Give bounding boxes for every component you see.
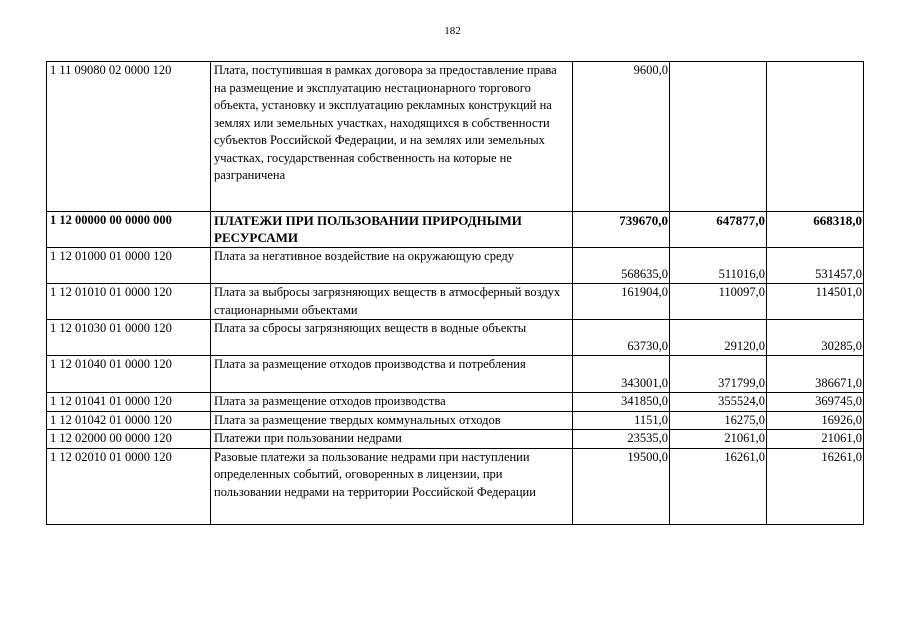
amount-year-2: 29120,0: [670, 320, 767, 356]
amount-year-3: 16261,0: [767, 448, 864, 524]
budget-code: 1 12 01010 01 0000 120: [47, 284, 211, 320]
table-row: [47, 448, 864, 524]
page-number: 182: [444, 25, 461, 37]
revenue-name: Платежи при пользовании недрами: [211, 430, 573, 449]
amount-year-3: 386671,0: [767, 356, 864, 393]
amount-year-3: 668318,0: [767, 212, 864, 248]
amount-year-2: 511016,0: [670, 248, 767, 284]
table-row: [47, 320, 864, 356]
amount-year-1: 9600,0: [573, 62, 670, 212]
amount-year-3: 369745,0: [767, 393, 864, 412]
revenue-name: Разовые платежи за пользование недрами при наступлении определенных событий, оговоренных в лицензии, при пользовании недрами на территории Российской Федерации: [211, 448, 573, 524]
table-row: [47, 411, 864, 430]
table-row: [47, 248, 864, 284]
budget-code: 1 12 02000 00 0000 120: [47, 430, 211, 449]
budget-code: 1 12 01000 01 0000 120: [47, 248, 211, 284]
revenue-name: Плата за размещение отходов производства и потребления: [211, 356, 573, 393]
amount-year-2: 110097,0: [670, 284, 767, 320]
table-row: [47, 393, 864, 412]
table-row: [47, 62, 864, 212]
budget-revenue-table: [46, 61, 864, 525]
budget-code: 1 12 01030 01 0000 120: [47, 320, 211, 356]
table-row: [47, 212, 864, 248]
amount-year-1: 568635,0: [573, 248, 670, 284]
amount-year-3: 16926,0: [767, 411, 864, 430]
amount-year-3: 30285,0: [767, 320, 864, 356]
amount-year-3: 21061,0: [767, 430, 864, 449]
amount-year-2: [670, 62, 767, 212]
amount-year-1: 739670,0: [573, 212, 670, 248]
amount-year-1: 161904,0: [573, 284, 670, 320]
revenue-name: Плата, поступившая в рамках договора за предоставление права на размещение и эксплуатацию нестационарного торгового объекта, установку и эксплуатацию рекламных конструкций на землях или земельных участках, находящихся в собственности субъектов Российской Федерации, и на землях или земельных участках, государственная собственность на которые не разграничена: [211, 62, 573, 212]
budget-code: 1 11 09080 02 0000 120: [47, 62, 211, 212]
amount-year-3: 114501,0: [767, 284, 864, 320]
revenue-name: ПЛАТЕЖИ ПРИ ПОЛЬЗОВАНИИ ПРИРОДНЫМИ РЕСУРСАМИ: [211, 212, 573, 248]
budget-code: 1 12 01040 01 0000 120: [47, 356, 211, 393]
budget-code: 1 12 01041 01 0000 120: [47, 393, 211, 412]
revenue-name: Плата за негативное воздействие на окружающую среду: [211, 248, 573, 284]
amount-year-1: 19500,0: [573, 448, 670, 524]
revenue-name: Плата за размещение отходов производства: [211, 393, 573, 412]
amount-year-2: 647877,0: [670, 212, 767, 248]
table-row: [47, 284, 864, 320]
amount-year-2: 16261,0: [670, 448, 767, 524]
amount-year-1: 23535,0: [573, 430, 670, 449]
budget-code: 1 12 00000 00 0000 000: [47, 212, 211, 248]
budget-code: 1 12 02010 01 0000 120: [47, 448, 211, 524]
amount-year-1: 341850,0: [573, 393, 670, 412]
amount-year-1: 343001,0: [573, 356, 670, 393]
revenue-name: Плата за сбросы загрязняющих веществ в водные объекты: [211, 320, 573, 356]
amount-year-2: 21061,0: [670, 430, 767, 449]
amount-year-2: 355524,0: [670, 393, 767, 412]
table-row: [47, 430, 864, 449]
revenue-name: Плата за размещение твердых коммунальных отходов: [211, 411, 573, 430]
amount-year-1: 63730,0: [573, 320, 670, 356]
amount-year-3: [767, 62, 864, 212]
amount-year-3: 531457,0: [767, 248, 864, 284]
amount-year-2: 16275,0: [670, 411, 767, 430]
amount-year-2: 371799,0: [670, 356, 767, 393]
budget-code: 1 12 01042 01 0000 120: [47, 411, 211, 430]
table-row: [47, 356, 864, 393]
revenue-name: Плата за выбросы загрязняющих веществ в атмосферный воздух стационарными объектами: [211, 284, 573, 320]
amount-year-1: 1151,0: [573, 411, 670, 430]
